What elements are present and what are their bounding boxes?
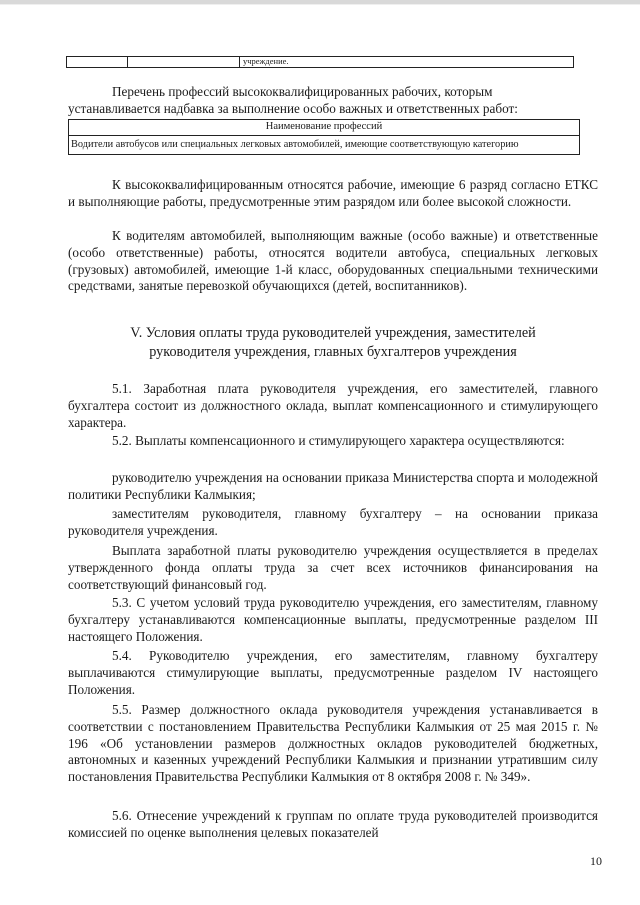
continued-table-fragment: [66, 56, 574, 68]
section-title-line-1: V. Условия оплаты труда руководителей учреждения, заместителей: [130, 325, 536, 341]
paragraph-drivers: К водителям автомобилей, выполняющим важные (особо важные) и ответственные (особо ответственные) работы, относятся водители автобуса, специальных легковых (грузовых) автомобилей, имеющие 1-й класс, оборудованных специальными техническими средствами, занятые перевозкой обучающихся (детей, воспитанников).: [68, 228, 598, 294]
profession-table-header: Наименование профессий: [69, 120, 579, 136]
intro-line-2: устанавливается надбавка за выполнение особо важных и ответственных работ:: [68, 101, 518, 116]
paragraph-qualified-workers: К высококвалифицированным относятся рабочие, имеющие 6 разряд согласно ЕТКС и выполняющие работы, предусмотренные этим разрядом или более высокой сложности.: [68, 177, 598, 209]
section-title: [68, 324, 598, 362]
table-column-divider: [127, 57, 128, 67]
table-column-divider: [239, 57, 240, 67]
page-number: 10: [590, 854, 602, 868]
clause-5-4: 5.4. Руководителю учреждения, его заместителям, главному бухгалтеру выплачиваются стимулирующие выплаты, предусмотренные разделом IV настоящего Положения.: [68, 648, 598, 697]
profession-table-row: Водители автобусов или специальных легковых автомобилей, имеющие соответствующую категорию: [71, 139, 519, 150]
section-title-line-2: руководителя учреждения, главных бухгалтеров учреждения: [149, 344, 517, 360]
profession-table: [68, 119, 580, 155]
clause-5-5: 5.5. Размер должностного оклада руководителя учреждения устанавливается в соответствии с постановлением Правительства Республики Калмыкия от 25 мая 2015 г. № 196 «Об установлении размеров должностных окладов руководителей бюджетных, автономных и казенных учреждений Республики Калмыкия и признании утратившим силу постановления Правительства Республики Калмыкия от 8 октября 2008 г. № 349».: [68, 702, 598, 785]
clause-5-2: 5.2. Выплаты компенсационного и стимулирующего характера осуществляются:: [112, 433, 565, 448]
clause-5-2-item-deputies: заместителям руководителя, главному бухгалтеру – на основании приказа руководителя учреждения.: [68, 506, 598, 538]
clause-5-6: 5.6. Отнесение учреждений к группам по оплате труда руководителей производится комиссией по оценке выполнения целевых показателей: [68, 808, 598, 840]
clause-5-2-item-director: руководителю учреждения на основании приказа Министерства спорта и молодежной политики Республики Калмыкия;: [68, 470, 598, 502]
clause-5-3: 5.3. С учетом условий труда руководителю учреждения, его заместителям, главному бухгалтеру устанавливаются компенсационные выплаты, предусмотренные разделом III настоящего Положения.: [68, 595, 598, 644]
clause-5-2-payment: Выплата заработной платы руководителю учреждения осуществляется в пределах утвержденного фонда оплаты труда за счет всех источников финансирования на соответствующий финансовый год.: [68, 543, 598, 592]
intro-line-1: Перечень профессий высококвалифицированных рабочих, которым: [112, 84, 493, 99]
table-cell-text: учреждение.: [243, 56, 289, 66]
scan-top-edge-shadow: [0, 4, 640, 5]
clause-5-1: 5.1. Заработная плата руководителя учреждения, его заместителей, главного бухгалтера состоит из должностного оклада, выплат компенсационного и стимулирующего характера.: [68, 381, 598, 430]
